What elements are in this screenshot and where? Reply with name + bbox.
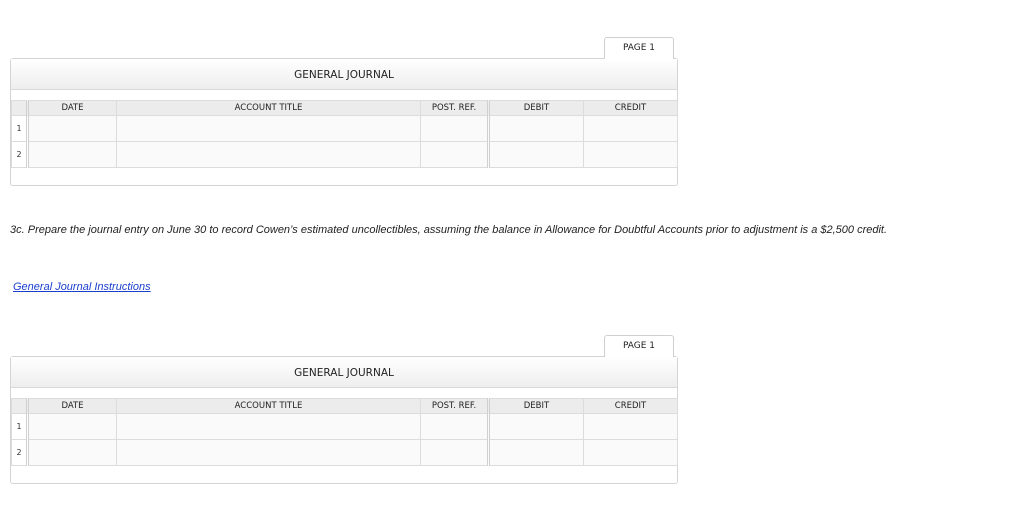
journal-frame — [10, 58, 678, 186]
post-ref-cell[interactable] — [421, 440, 489, 466]
credit-cell[interactable] — [584, 440, 678, 466]
date-cell[interactable] — [28, 414, 117, 440]
credit-cell[interactable] — [584, 414, 678, 440]
post-ref-cell[interactable] — [421, 116, 489, 142]
account-title-cell[interactable] — [117, 414, 421, 440]
date-cell[interactable] — [28, 116, 117, 142]
row-number: 1 — [12, 116, 28, 142]
account-title-cell[interactable] — [117, 116, 421, 142]
journal-frame — [10, 356, 678, 484]
debit-cell[interactable] — [489, 116, 584, 142]
journal-title: GENERAL JOURNAL — [11, 59, 677, 90]
table-row — [12, 142, 678, 168]
date-cell[interactable] — [28, 142, 117, 168]
journal-title: GENERAL JOURNAL — [11, 357, 677, 388]
question-instruction: 3c. Prepare the journal entry on June 30 to record Cowen’s estimated uncollectibles, assuming the balance in Allowance for Doubtful Accounts prior to adjustment is a $2,500 credit. — [10, 224, 888, 236]
date-column-header: DATE — [28, 101, 117, 116]
account-title-column-header: ACCOUNT TITLE — [117, 101, 421, 116]
credit-column-header: CREDIT — [584, 399, 678, 414]
journal-table — [11, 398, 678, 466]
post-ref-column-header: POST. REF. — [421, 399, 489, 414]
general-journal-instructions-link[interactable]: General Journal Instructions — [13, 281, 151, 293]
row-number-header — [12, 101, 28, 116]
row-number: 2 — [12, 142, 28, 168]
account-title-column-header: ACCOUNT TITLE — [117, 399, 421, 414]
account-title-cell[interactable] — [117, 142, 421, 168]
table-row — [12, 440, 678, 466]
table-row — [12, 116, 678, 142]
debit-cell[interactable] — [489, 414, 584, 440]
credit-column-header: CREDIT — [584, 101, 678, 116]
post-ref-cell[interactable] — [421, 414, 489, 440]
post-ref-cell[interactable] — [421, 142, 489, 168]
row-number-header — [12, 399, 28, 414]
table-row — [12, 414, 678, 440]
account-title-cell[interactable] — [117, 440, 421, 466]
date-cell[interactable] — [28, 440, 117, 466]
credit-cell[interactable] — [584, 142, 678, 168]
row-number: 1 — [12, 414, 28, 440]
debit-cell[interactable] — [489, 142, 584, 168]
post-ref-column-header: POST. REF. — [421, 101, 489, 116]
debit-column-header: DEBIT — [489, 399, 584, 414]
row-number: 2 — [12, 440, 28, 466]
page-tab[interactable]: PAGE 1 — [604, 335, 674, 357]
debit-cell[interactable] — [489, 440, 584, 466]
debit-column-header: DEBIT — [489, 101, 584, 116]
credit-cell[interactable] — [584, 116, 678, 142]
page-tab[interactable]: PAGE 1 — [604, 37, 674, 59]
journal-table — [11, 100, 678, 168]
date-column-header: DATE — [28, 399, 117, 414]
